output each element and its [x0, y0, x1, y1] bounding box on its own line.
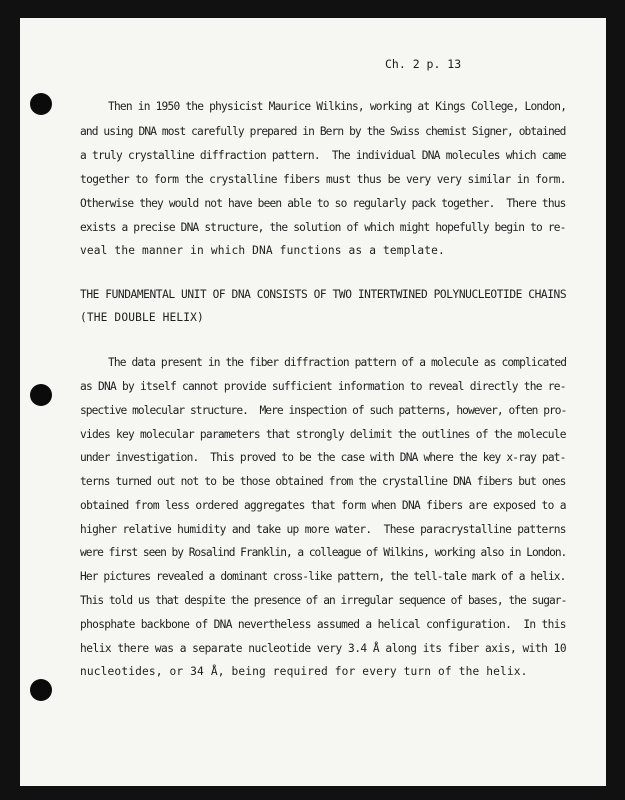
paragraph2-line: obtained from less ordered aggregates that form when DNA fibers are exposed to a [80, 499, 566, 512]
paragraph2-line: under investigation. This proved to be the case with DNA where the key x-ray pat- [80, 451, 566, 464]
paragraph2-line: spective molecular structure. Mere inspection of such patterns, however, often pro- [80, 404, 567, 417]
paragraph2-line: helix there was a separate nucleotide very 3.4 Å along its fiber axis, with 10 [80, 642, 567, 655]
paragraph2-line: Her pictures revealed a dominant cross-like pattern, the tell-tale mark of a helix. [80, 570, 566, 583]
paragraph1-line: veal the manner in which DNA functions as a template. [80, 244, 445, 257]
punch-hole-bottom [30, 679, 52, 701]
paragraph1-line: a truly crystalline diffraction pattern. The individual DNA molecules which came [80, 149, 566, 162]
paragraph2-line: vides key molecular parameters that strongly delimit the outlines of the molecule [80, 428, 566, 441]
paragraph2-line: nucleotides, or 34 Å, being required for every turn of the helix. [80, 665, 528, 678]
paragraph1-line: Then in 1950 the physicist Maurice Wilkins, working at Kings College, London, [108, 100, 567, 113]
paragraph2-line: as DNA by itself cannot provide sufficient information to reveal directly the re- [80, 380, 566, 393]
paragraph2-line: were first seen by Rosalind Franklin, a colleague of Wilkins, working also in London. [80, 546, 567, 559]
paragraph1-line: Otherwise they would not have been able to so regularly pack together. There thus [80, 197, 566, 210]
paragraph2-line: terns turned out not to be those obtained from the crystalline DNA fibers but ones [80, 475, 566, 488]
section-heading-line: THE FUNDAMENTAL UNIT OF DNA CONSISTS OF TWO INTERTWINED POLYNUCLEOTIDE CHAINS [80, 288, 567, 301]
paragraph2-line: The data present in the fiber diffraction pattern of a molecule as complicated [108, 356, 567, 369]
section-heading-line: (THE DOUBLE HELIX) [80, 311, 204, 324]
paragraph1-line: together to form the crystalline fibers must thus be very very similar in form. [80, 173, 566, 186]
page-reference: Ch. 2 p. 13 [385, 57, 462, 71]
paragraph2-line: phosphate backbone of DNA nevertheless assumed a helical configuration. In this [80, 618, 566, 631]
paragraph2-line: This told us that despite the presence of an irregular sequence of bases, the sugar- [80, 594, 567, 607]
paragraph1-line: and using DNA most carefully prepared in Bern by the Swiss chemist Signer, obtained [80, 125, 566, 138]
punch-hole-middle [30, 384, 52, 406]
paragraph2-line: higher relative humidity and take up more water. These paracrystalline patterns [80, 523, 566, 536]
paragraph1-line: exists a precise DNA structure, the solution of which might hopefully begin to re- [80, 221, 566, 234]
punch-hole-top [30, 93, 52, 115]
